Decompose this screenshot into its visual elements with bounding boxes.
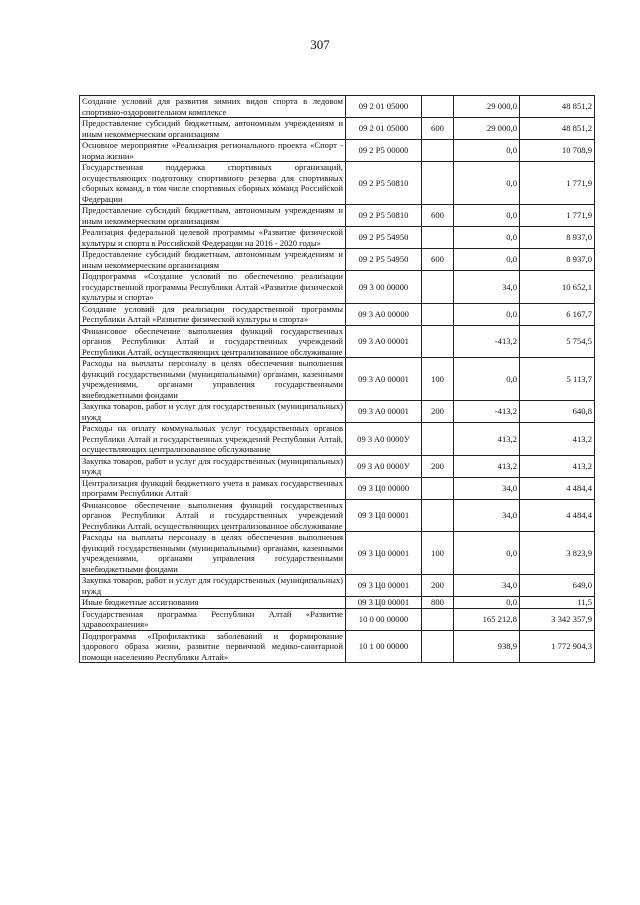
table-row	[80, 303, 595, 325]
table-row	[80, 608, 595, 630]
total-amount-cell: 5 113,7	[520, 358, 595, 401]
table-row	[80, 423, 595, 456]
expense-type-code-cell: 100	[422, 358, 454, 401]
table-row	[80, 575, 595, 597]
target-article-code-cell: 09 3 Ц0 00000	[346, 477, 422, 499]
target-article-code-cell: 09 3 A0 00001	[346, 325, 422, 358]
total-amount-cell: 413,2	[520, 423, 595, 456]
target-article-code-cell: 09 2 P5 00000	[346, 140, 422, 162]
expense-type-code-cell: 200	[422, 455, 454, 477]
total-amount-cell: 10 652,1	[520, 271, 595, 304]
target-article-code-cell: 09 2 P5 54950	[346, 227, 422, 249]
expense-name-cell: Расходы на оплату коммунальных услуг государственных органов Республики Алтай и государственных учреждений Республики Алтай, осуществляющих централизованное обслуживание	[80, 423, 346, 456]
expense-type-code-cell	[422, 271, 454, 304]
target-article-code-cell: 09 2 P5 50810	[346, 162, 422, 205]
table-row	[80, 597, 595, 609]
total-amount-cell: 10 708,9	[520, 140, 595, 162]
change-amount-cell: 0,0	[454, 227, 520, 249]
expense-name-cell: Финансовое обеспечение выполнения функций государственных органов Республики Алтай и государственных учреждений Республики Алтай, осуществляющих централизованное обслуживание	[80, 325, 346, 358]
expense-name-cell: Расходы на выплаты персоналу в целях обеспечения выполнения функций государственными (муниципальными) органами, казенными учреждениями, органами управления государственными внебюджетными фондами	[80, 358, 346, 401]
expense-name-cell: Предоставление субсидий бюджетным, автономным учреждениям и иным некоммерческим организациям	[80, 118, 346, 140]
table-row	[80, 358, 595, 401]
expense-type-code-cell	[422, 608, 454, 630]
expense-name-cell: Централизация функций бюджетного учета в рамках государственных программ Республики Алтай	[80, 477, 346, 499]
target-article-code-cell: 09 2 P5 54950	[346, 249, 422, 271]
change-amount-cell: 29 000,0	[454, 118, 520, 140]
target-article-code-cell: 09 3 A0 0000У	[346, 455, 422, 477]
change-amount-cell: 0,0	[454, 303, 520, 325]
change-amount-cell: 0,0	[454, 358, 520, 401]
expense-name-cell: Реализация федеральной целевой программы «Развитие физической культуры и спорта в Российской Федерации на 2016 - 2020 годы»	[80, 227, 346, 249]
change-amount-cell: 34,0	[454, 271, 520, 304]
change-amount-cell: -413,2	[454, 401, 520, 423]
table-row	[80, 140, 595, 162]
table-row	[80, 96, 595, 118]
total-amount-cell: 3 823,9	[520, 532, 595, 575]
expense-name-cell: Создание условий для реализации государственной программы Республики Алтай «Развитие физической культуры и спорта»	[80, 303, 346, 325]
budget-table-body	[80, 96, 595, 663]
expense-name-cell: Расходы на выплаты персоналу в целях обеспечения выполнения функций государственными (муниципальными) органами, казенными учреждениями, органами управления государственными внебюджетными фондами	[80, 532, 346, 575]
total-amount-cell: 5 754,5	[520, 325, 595, 358]
total-amount-cell: 649,0	[520, 575, 595, 597]
table-row	[80, 401, 595, 423]
change-amount-cell: 938,9	[454, 630, 520, 663]
change-amount-cell: 34,0	[454, 477, 520, 499]
table-row	[80, 325, 595, 358]
total-amount-cell: 48 851,2	[520, 96, 595, 118]
expense-name-cell: Предоставление субсидий бюджетным, автономным учреждениям и иным некоммерческим организациям	[80, 249, 346, 271]
expense-name-cell: Государственная программа Республики Алтай «Развитие здравоохранения»	[80, 608, 346, 630]
expense-type-code-cell: 600	[422, 118, 454, 140]
target-article-code-cell: 09 3 A0 00000	[346, 303, 422, 325]
expense-type-code-cell: 200	[422, 401, 454, 423]
change-amount-cell: 0,0	[454, 532, 520, 575]
expense-name-cell: Закупка товаров, работ и услуг для государственных (муниципальных) нужд	[80, 455, 346, 477]
expense-type-code-cell: 800	[422, 597, 454, 609]
expense-name-cell: Финансовое обеспечение выполнения функций государственных органов Республики Алтай и государственных учреждений Республики Алтай, осуществляющих централизованное обслуживание	[80, 499, 346, 532]
change-amount-cell: 0,0	[454, 205, 520, 227]
change-amount-cell: 413,2	[454, 423, 520, 456]
target-article-code-cell: 09 2 01 05000	[346, 118, 422, 140]
change-amount-cell: -413,2	[454, 325, 520, 358]
expense-type-code-cell: 600	[422, 205, 454, 227]
expense-type-code-cell: 100	[422, 532, 454, 575]
target-article-code-cell: 09 3 Ц0 00001	[346, 597, 422, 609]
expense-name-cell: Предоставление субсидий бюджетным, автономным учреждениям и иным некоммерческим организациям	[80, 205, 346, 227]
expense-type-code-cell: 200	[422, 575, 454, 597]
table-row	[80, 630, 595, 663]
expense-type-code-cell	[422, 96, 454, 118]
target-article-code-cell: 09 2 01 05000	[346, 96, 422, 118]
expense-name-cell: Закупка товаров, работ и услуг для государственных (муниципальных) нужд	[80, 401, 346, 423]
total-amount-cell: 4 484,4	[520, 477, 595, 499]
change-amount-cell: 0,0	[454, 597, 520, 609]
expense-name-cell: Подпрограмма «Профилактика заболеваний и формирование здорового образа жизни, развитие первичной медико-санитарной помощи населению Республики Алтай»	[80, 630, 346, 663]
expense-type-code-cell	[422, 140, 454, 162]
expense-name-cell: Основное мероприятие «Реализация регионального проекта «Спорт - норма жизни»	[80, 140, 346, 162]
change-amount-cell: 34,0	[454, 575, 520, 597]
total-amount-cell: 3 342 357,9	[520, 608, 595, 630]
total-amount-cell: 48 851,2	[520, 118, 595, 140]
expense-type-code-cell	[422, 227, 454, 249]
target-article-code-cell: 09 3 Ц0 00001	[346, 575, 422, 597]
total-amount-cell: 1 771,9	[520, 205, 595, 227]
table-row	[80, 499, 595, 532]
expense-type-code-cell	[422, 303, 454, 325]
budget-table	[79, 95, 595, 663]
target-article-code-cell: 10 0 00 00000	[346, 608, 422, 630]
target-article-code-cell: 09 3 00 00000	[346, 271, 422, 304]
expense-type-code-cell	[422, 325, 454, 358]
change-amount-cell: 0,0	[454, 140, 520, 162]
target-article-code-cell: 09 3 Ц0 00001	[346, 499, 422, 532]
table-row	[80, 455, 595, 477]
expense-type-code-cell	[422, 477, 454, 499]
expense-name-cell: Закупка товаров, работ и услуг для государственных (муниципальных) нужд	[80, 575, 346, 597]
table-row	[80, 249, 595, 271]
expense-name-cell: Иные бюджетные ассигнования	[80, 597, 346, 609]
expense-type-code-cell	[422, 162, 454, 205]
table-row	[80, 271, 595, 304]
change-amount-cell: 165 212,8	[454, 608, 520, 630]
expense-type-code-cell	[422, 423, 454, 456]
total-amount-cell: 640,8	[520, 401, 595, 423]
total-amount-cell: 6 167,7	[520, 303, 595, 325]
change-amount-cell: 34,0	[454, 499, 520, 532]
change-amount-cell: 413,2	[454, 455, 520, 477]
total-amount-cell: 1 771,9	[520, 162, 595, 205]
page-number: 307	[310, 37, 330, 52]
expense-name-cell: Государственная поддержка спортивных организаций, осуществляющих подготовку спортивного резерва для спортивных сборных команд, в том числе спортивных сборных команд Российской Федерации	[80, 162, 346, 205]
target-article-code-cell: 09 3 Ц0 00001	[346, 532, 422, 575]
expense-name-cell: Подпрограмма «Создание условий по обеспечению реализации государственной программы Республики Алтай «Развитие физической культуры и спорта»	[80, 271, 346, 304]
target-article-code-cell: 09 3 A0 00001	[346, 358, 422, 401]
target-article-code-cell: 09 3 A0 0000У	[346, 423, 422, 456]
change-amount-cell: 0,0	[454, 162, 520, 205]
change-amount-cell: 0,0	[454, 249, 520, 271]
table-row	[80, 532, 595, 575]
target-article-code-cell: 10 1 00 00000	[346, 630, 422, 663]
target-article-code-cell: 09 3 A0 00001	[346, 401, 422, 423]
expense-type-code-cell	[422, 499, 454, 532]
expense-type-code-cell	[422, 630, 454, 663]
expense-type-code-cell: 600	[422, 249, 454, 271]
total-amount-cell: 1 772 904,3	[520, 630, 595, 663]
table-row	[80, 477, 595, 499]
change-amount-cell: 29 000,0	[454, 96, 520, 118]
table-row	[80, 205, 595, 227]
total-amount-cell: 8 937,0	[520, 249, 595, 271]
expense-name-cell: Создание условий для развития зимних видов спорта в ледовом спортивно-оздоровительном комплексе	[80, 96, 346, 118]
total-amount-cell: 11,5	[520, 597, 595, 609]
table-row	[80, 118, 595, 140]
target-article-code-cell: 09 2 P5 50810	[346, 205, 422, 227]
table-row	[80, 162, 595, 205]
total-amount-cell: 8 937,0	[520, 227, 595, 249]
total-amount-cell: 413,2	[520, 455, 595, 477]
total-amount-cell: 4 484,4	[520, 499, 595, 532]
table-row	[80, 227, 595, 249]
